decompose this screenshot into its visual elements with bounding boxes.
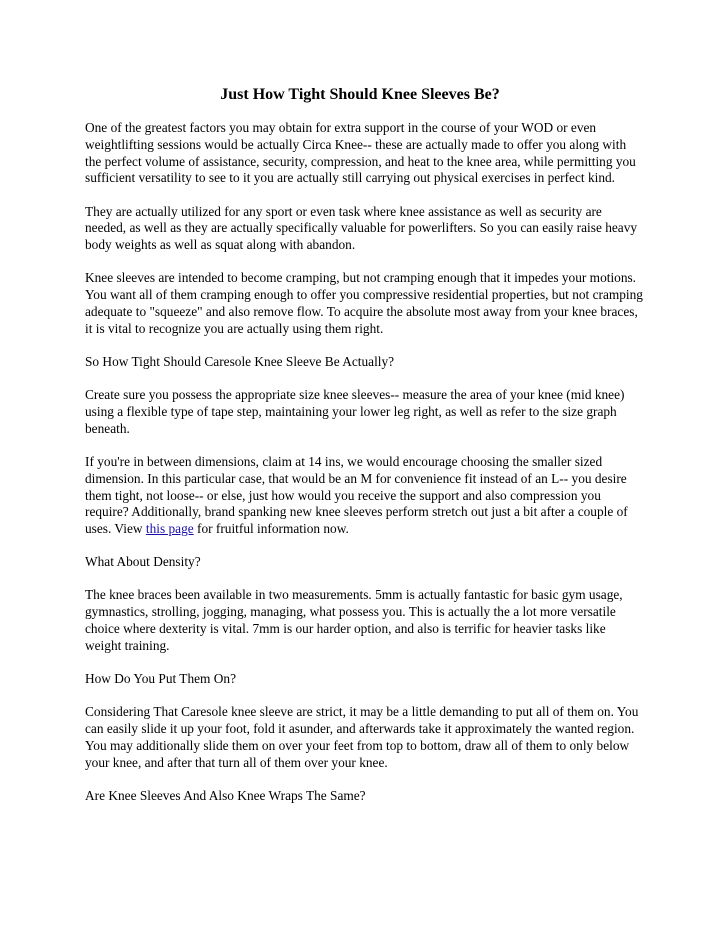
- paragraph-between-sizes-tail: for fruitful information now.: [193, 521, 349, 537]
- section-heading-sleeves-vs-wraps: Are Knee Sleeves And Also Knee Wraps The Same?: [85, 787, 366, 803]
- page-title: Just How Tight Should Knee Sleeves Be?: [220, 86, 500, 103]
- section-heading-put-on: How Do You Put Them On?: [85, 671, 236, 687]
- this-page-link[interactable]: this page: [145, 521, 194, 537]
- paragraph-between-sizes-text: If you're in between dimensions, claim at 14 ins, we would encourage choosing the smaller sized dimension. In this particular case, that would be an M for convenience fit instead of an L-- you desire them tight, not loose-- or else, just how would you receive the support and also compression you require? Additionally, brand spanking new knee sleeves perform stretch out just a bit after a couple of uses. View: [85, 453, 628, 537]
- paragraph-between-sizes: [85, 454, 645, 538]
- section-heading-how-tight: So How Tight Should Caresole Knee Sleeve Be Actually?: [85, 353, 395, 369]
- paragraph-tightness: Knee sleeves are intended to become cramping, but not cramping enough that it impedes your motions. You want all of them cramping enough to offer you compressive residential properties, but not cramping adequate to "squeeze" and also remove flow. To acquire the absolute most away from your knee braces, it is vital to recognize you are actually using them right.: [85, 270, 643, 336]
- section-heading-density: What About Density?: [85, 554, 201, 570]
- article-body: [85, 120, 645, 821]
- paragraph-put-on: Considering That Caresole knee sleeve are strict, it may be a little demanding to put all of them on. You can easily slide it up your foot, fold it asunder, and afterwards take it approximately the wanted region. You may additionally slide them on over your feet from top to bottom, draw all of them to only below your knee, and after that turn all of them over your knee.: [85, 704, 639, 770]
- paragraph-density: The knee braces been available in two measurements. 5mm is actually fantastic for basic gym usage, gymnastics, strolling, jogging, managing, what possess you. This is actually the a lot more versatile choice where dexterity is vital. 7mm is our harder option, and also is terrific for heavier tasks like weight training.: [85, 587, 623, 653]
- paragraph-sizing: Create sure you possess the appropriate size knee sleeves-- measure the area of your knee (mid knee) using a flexible type of tape step, maintaining your lower leg right, as well as refer to the size graph beneath.: [85, 387, 625, 436]
- paragraph-usage: They are actually utilized for any sport or even task where knee assistance as well as security are needed, as well as they are actually specifically valuable for powerlifters. So you can easily raise heavy body weights as well as squat along with abandon.: [85, 203, 638, 253]
- paragraph-intro: One of the greatest factors you may obtain for extra support in the course of your WOD or even weightlifting sessions would be actually Circa Knee-- these are actually made to offer you along with the perfect volume of assistance, security, compression, and heat to the knee area, while permitting you sufficient versatility to see to it you are actually still carrying out physical exercises in perfect kind.: [85, 120, 636, 186]
